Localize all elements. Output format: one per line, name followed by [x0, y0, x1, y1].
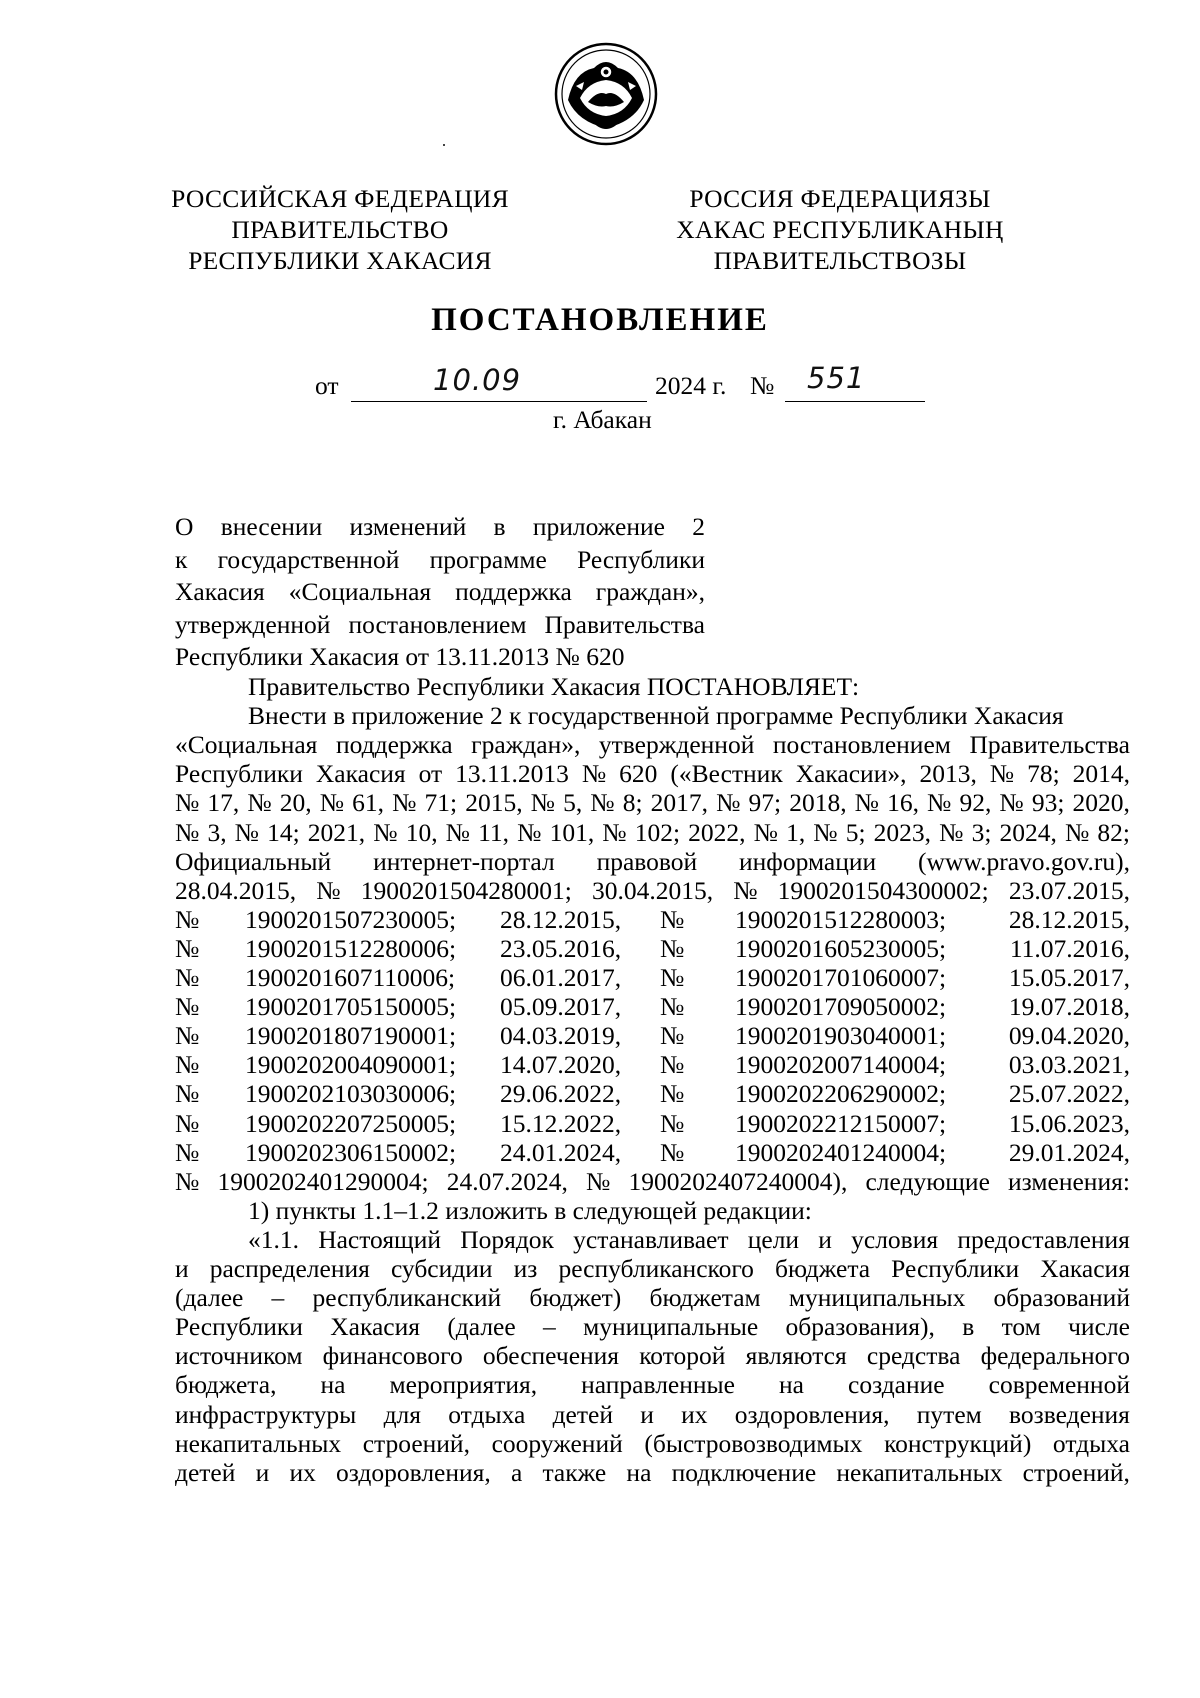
word: бюджет) [529, 1283, 622, 1313]
table-cell: 14.07.2020, [500, 1050, 622, 1080]
word: № [247, 788, 272, 818]
word: республиканского [558, 1254, 754, 1283]
word: оздоровления, [734, 1399, 890, 1429]
body-line [175, 876, 1130, 906]
word: 93; [1031, 788, 1065, 818]
word: субсидии [390, 1254, 493, 1283]
word: 78; [1027, 759, 1060, 789]
word: федерального [980, 1341, 1130, 1371]
word: № [939, 817, 964, 847]
number-sign: № [750, 371, 775, 400]
paragraph-line [175, 1370, 1130, 1400]
word: на [626, 1457, 652, 1487]
word: их [289, 1457, 316, 1487]
table-cell: 1900201807190001; [245, 1021, 457, 1051]
table-cell: № [660, 1079, 685, 1109]
word: предоставления [957, 1224, 1130, 1254]
word: а [510, 1457, 523, 1487]
word: финансового [322, 1341, 463, 1371]
table-cell: 1900201512280006; [245, 933, 457, 963]
body-line [175, 788, 1130, 818]
table-cell: № [660, 1021, 685, 1051]
coat-of-arms-emblem [554, 42, 658, 146]
word: создание [848, 1370, 945, 1400]
word: и [818, 1224, 832, 1254]
word: 1900201504280001; [360, 875, 572, 905]
word: 2022, [688, 817, 746, 847]
word: 8; [622, 788, 643, 818]
table-cell: 1900201709050002; [735, 992, 947, 1022]
table-cell: 05.09.2017, [500, 992, 622, 1022]
word: инфраструктуры [175, 1399, 357, 1429]
word: 5; [845, 817, 866, 847]
word: сооружений [491, 1428, 623, 1458]
word: Хакасии», [795, 759, 907, 789]
word: и [640, 1399, 654, 1429]
registration-numbers-row [175, 1050, 1130, 1080]
table-cell: 09.04.2020, [1008, 1021, 1130, 1051]
word: № [373, 817, 398, 847]
paragraph-line [175, 1283, 1130, 1313]
table-cell: 28.12.2015, [500, 904, 622, 934]
word: 2020, [1072, 788, 1130, 818]
word: в [962, 1312, 975, 1342]
table-cell: 1900201705150005; [245, 992, 457, 1022]
word: 620 [619, 759, 658, 789]
table-cell: 11.07.2016, [1009, 933, 1130, 963]
word: «Социальная [288, 577, 432, 606]
word: к [175, 544, 188, 574]
word: № [530, 788, 556, 818]
word: поддержка [335, 730, 453, 760]
word: путем [916, 1399, 982, 1429]
word: также [542, 1457, 607, 1487]
word: граждан», [471, 730, 581, 760]
registration-numbers-row [175, 1079, 1130, 1109]
table-cell: 1900202103030006; [245, 1079, 457, 1109]
word: (далее [447, 1312, 516, 1342]
document-title: ПОСТАНОВЛЕНИЕ [431, 302, 769, 338]
scan-dot [443, 144, 445, 146]
word: № [392, 788, 417, 818]
word: подключение [671, 1457, 817, 1487]
word: Республики Хакасия от 13.11.2013 № 620 [175, 642, 625, 671]
word: образований [993, 1283, 1130, 1313]
word: средства [866, 1341, 961, 1371]
word: постановлением [772, 730, 951, 760]
table-cell: 29.01.2024, [1008, 1137, 1130, 1167]
word: бюджетам [649, 1283, 761, 1313]
table-cell: № [175, 1021, 200, 1051]
word: цели [747, 1224, 800, 1254]
word: государственной [217, 544, 400, 574]
table-cell: № [660, 1137, 685, 1167]
table-cell: 15.06.2023, [1008, 1108, 1130, 1138]
body-line: Внести в приложение 2 к государственной программе Республики Хакасия [248, 701, 1064, 731]
word: 16, [887, 788, 919, 818]
word: которой [639, 1341, 726, 1371]
word: утвержденной [598, 730, 755, 760]
word: 71; [424, 788, 458, 818]
word: устанавливает [573, 1224, 729, 1254]
table-cell: № [175, 992, 200, 1022]
table-cell: 1900201607110006; [245, 963, 456, 992]
word: постановлением [348, 609, 527, 639]
table-cell: № [175, 1108, 200, 1138]
word: № [1064, 817, 1090, 847]
word: бюджета [775, 1254, 871, 1283]
word: приложение [532, 512, 665, 541]
word: интернет-портал [373, 846, 555, 876]
paragraph-line [175, 1225, 1130, 1255]
word: (быстровозводимых [644, 1428, 863, 1458]
word: 24.07.2024, [446, 1166, 568, 1196]
word: следующие [865, 1166, 990, 1196]
word: («Вестник [670, 759, 783, 789]
word: № [989, 759, 1015, 789]
handwritten-date: 10.09 [433, 363, 522, 397]
word: 13.11.2013 [455, 759, 569, 789]
table-cell: 1900201701060007; [735, 963, 947, 992]
word: внесении [220, 512, 323, 541]
registration-numbers-row [175, 1109, 1130, 1139]
word: программе [429, 544, 547, 574]
body-line [175, 818, 1130, 848]
word: 5, [563, 788, 583, 818]
year-label: 2024 г. [655, 371, 727, 400]
word: бюджета, [175, 1370, 277, 1400]
table-cell: 24.01.2024, [500, 1137, 622, 1167]
table-cell: 23.05.2016, [500, 933, 622, 963]
registration-numbers-row [175, 905, 1130, 935]
word: 28.04.2015, [175, 875, 297, 905]
table-cell: № [175, 1050, 200, 1080]
paragraph-line [175, 1400, 1130, 1430]
word: 17, [207, 788, 240, 818]
word: утвержденной [175, 609, 331, 639]
table-cell: 1900201605230005; [735, 933, 947, 963]
word: 2018, [789, 788, 847, 818]
word: № [319, 788, 345, 818]
word: от [418, 759, 443, 789]
word: 30.04.2015, [591, 875, 714, 905]
header-line: РЕСПУБЛИКИ ХАКАСИЯ [188, 246, 492, 275]
table-cell: № [660, 1108, 685, 1138]
word: числе [1068, 1312, 1130, 1342]
document-subject [175, 511, 705, 674]
word: № [175, 817, 200, 847]
word: отдыха [448, 1399, 526, 1429]
word: 14; [267, 817, 300, 847]
word: 1, [786, 817, 806, 847]
body-line [175, 759, 1130, 789]
table-cell: 15.05.2017, [1008, 963, 1130, 992]
word: 97; [748, 788, 782, 818]
word: 2013, [919, 759, 977, 789]
word: Хакасия [330, 1312, 420, 1342]
word: 3, [207, 817, 227, 847]
word: № [581, 759, 607, 789]
header-line: РОССИЙСКАЯ ФЕДЕРАЦИЯ [171, 184, 509, 213]
word: 11, [478, 817, 510, 847]
table-cell: 1900202207250005; [245, 1108, 457, 1138]
paragraph-line [175, 1429, 1130, 1459]
word: том [1001, 1312, 1041, 1342]
word: № [999, 788, 1024, 818]
word: № [445, 817, 470, 847]
word: изменений [349, 512, 467, 541]
table-cell: 03.03.2021, [1008, 1050, 1130, 1080]
word: «Социальная [175, 730, 318, 760]
word: изменения: [1008, 1166, 1130, 1196]
table-cell: 28.12.2015, [1008, 904, 1130, 934]
word: некапитальных [836, 1457, 1003, 1487]
word: Настоящий [318, 1224, 441, 1254]
word: «1.1. [248, 1224, 299, 1254]
table-cell: 04.03.2019, [500, 1021, 622, 1051]
word: № [753, 817, 778, 847]
word: источником [175, 1341, 303, 1371]
word: 2014, [1072, 759, 1130, 789]
word: современной [988, 1370, 1130, 1400]
word: 2024, [999, 817, 1057, 847]
word: 102; [634, 817, 681, 847]
word: Хакасия [1040, 1254, 1130, 1283]
word: 20, [279, 788, 312, 818]
word: информации [739, 846, 877, 876]
word: отдыха [1052, 1428, 1130, 1458]
word: № [175, 788, 200, 818]
subject-line [175, 609, 705, 642]
header-line: РОССИЯ ФЕДЕРАЦИЯЗЫ [689, 184, 991, 213]
table-cell: 1900201512280003; [735, 904, 947, 934]
word: № [517, 817, 542, 847]
word: на [779, 1370, 804, 1400]
word: обеспечения [482, 1341, 620, 1371]
word: Республики [577, 544, 705, 574]
word: 82; [1097, 817, 1130, 847]
word: (www.pravo.gov.ru), [918, 846, 1130, 876]
word: 2023, [873, 817, 932, 847]
header-line: ПРАВИТЕЛЬСТВОЗЫ [713, 246, 967, 275]
word: некапитальных [175, 1428, 342, 1458]
word: Порядок [460, 1224, 554, 1254]
word: 1900202407240004), [628, 1166, 848, 1196]
table-cell: 1900202206290002; [735, 1079, 947, 1109]
table-cell: № [660, 963, 685, 992]
word: являются [745, 1341, 847, 1371]
table-cell: 1900202004090001; [245, 1050, 457, 1080]
paragraph-line [175, 1458, 1130, 1488]
word: в [493, 512, 506, 541]
header-russian [150, 183, 530, 276]
word: 61, [352, 788, 385, 818]
resolution-intro: Правительство Республики Хакасия ПОСТАНОВЛЯЕТ: [248, 672, 860, 701]
table-cell: № [175, 963, 200, 992]
paragraph-line [175, 1254, 1130, 1284]
header-line: ПРАВИТЕЛЬСТВО [231, 215, 449, 244]
word: 1900202401290004; [217, 1166, 429, 1196]
table-cell: 25.07.2022, [1008, 1079, 1130, 1109]
table-cell: № [175, 1137, 200, 1167]
word: условия [851, 1224, 939, 1254]
word: распределения [209, 1254, 370, 1283]
word: и [255, 1457, 270, 1487]
handwritten-number: 551 [807, 361, 866, 395]
list-item-1: 1) пункты 1.1–1.2 изложить в следующей редакции: [248, 1195, 812, 1225]
word: 2015, [465, 788, 523, 818]
word: их [681, 1399, 708, 1429]
word: 2017, [650, 788, 709, 818]
word: детей [552, 1399, 613, 1429]
word: Республики [175, 1312, 303, 1342]
table-cell: № [660, 933, 685, 963]
header-khakas [650, 183, 1030, 276]
table-cell: № [660, 904, 685, 934]
word: № [813, 817, 838, 847]
word: Республики [891, 1254, 1020, 1283]
word: возведения [1009, 1399, 1130, 1429]
table-cell: № [175, 933, 200, 963]
word: 92, [959, 788, 992, 818]
table-cell: № [175, 904, 200, 934]
table-cell: 29.06.2022, [500, 1079, 622, 1109]
word: 1900201504300002; [777, 875, 989, 905]
word: № [175, 1166, 200, 1196]
closing-line [175, 1167, 1130, 1197]
subject-line [175, 641, 705, 674]
word: Хакасия [175, 577, 265, 606]
word: 2021, [307, 817, 366, 847]
word: строений, [1022, 1457, 1130, 1487]
table-cell: № [660, 992, 685, 1022]
word: Хакасия [315, 759, 406, 789]
word: № [716, 788, 741, 818]
table-cell: 19.07.2018, [1008, 992, 1130, 1022]
date-prefix: от [315, 371, 339, 400]
body-line [175, 847, 1130, 877]
word: и [175, 1254, 189, 1283]
table-cell: 06.01.2017, [500, 963, 622, 992]
word: для [383, 1399, 422, 1429]
table-cell: 15.12.2022, [500, 1108, 622, 1138]
table-cell: 1900202212150007; [735, 1108, 947, 1138]
word: республиканский [312, 1283, 502, 1313]
word: Официальный [175, 846, 332, 876]
word: правовой [596, 846, 698, 876]
word: О [175, 512, 194, 541]
word: детей [175, 1457, 236, 1487]
header-line: ХАКАС РЕСПУБЛИКАНЫҢ [676, 215, 1004, 244]
table-cell: 1900202007140004; [735, 1050, 947, 1080]
word: из [513, 1254, 538, 1283]
word: муниципальных [788, 1283, 966, 1313]
subject-line [175, 576, 705, 609]
word: муниципальные [583, 1312, 759, 1342]
table-cell: 1900202306150002; [245, 1137, 457, 1167]
word: 23.07.2015, [1008, 875, 1130, 905]
table-cell: 1900201507230005; [245, 904, 457, 934]
word: 3; [971, 817, 992, 847]
word: образования), [785, 1312, 935, 1342]
word: № [590, 788, 615, 818]
word: № [585, 1166, 611, 1196]
table-cell: № [175, 1079, 200, 1109]
subject-line [175, 544, 705, 577]
word: на [320, 1370, 346, 1400]
city: г. Абакан [553, 405, 652, 434]
word: мероприятия, [389, 1370, 538, 1400]
word: Правительства [969, 730, 1130, 760]
registration-numbers-row [175, 992, 1130, 1022]
word: № [854, 788, 879, 818]
word: 101, [549, 817, 595, 847]
registration-numbers-row [175, 1138, 1130, 1168]
word: № [733, 875, 758, 905]
table-cell: 1900201903040001; [735, 1021, 947, 1051]
word: № [927, 788, 952, 818]
word: конструкций) [884, 1428, 1032, 1458]
word: № [234, 817, 259, 847]
word: (далее [175, 1283, 244, 1313]
registration-numbers-row [175, 934, 1130, 964]
word: Правительства [544, 609, 705, 639]
word: поддержка [455, 577, 572, 606]
word: граждан», [595, 577, 705, 606]
body-line [175, 730, 1130, 760]
word: № [316, 875, 341, 905]
word: направленные [581, 1370, 735, 1400]
word: 2 [692, 512, 705, 541]
table-cell: № [660, 1050, 685, 1080]
word: 10, [405, 817, 438, 847]
paragraph-line [175, 1341, 1130, 1371]
registration-numbers-row [175, 1021, 1130, 1051]
word: оздоровления, [336, 1457, 491, 1487]
paragraph-line [175, 1312, 1130, 1342]
word: строений, [362, 1428, 470, 1458]
subject-line [175, 511, 705, 544]
table-cell: 1900202401240004; [735, 1137, 947, 1167]
word: – [543, 1312, 556, 1342]
word: – [271, 1283, 285, 1313]
registration-numbers-row [175, 963, 1130, 993]
word: № [602, 817, 627, 847]
word: Республики [175, 759, 303, 789]
